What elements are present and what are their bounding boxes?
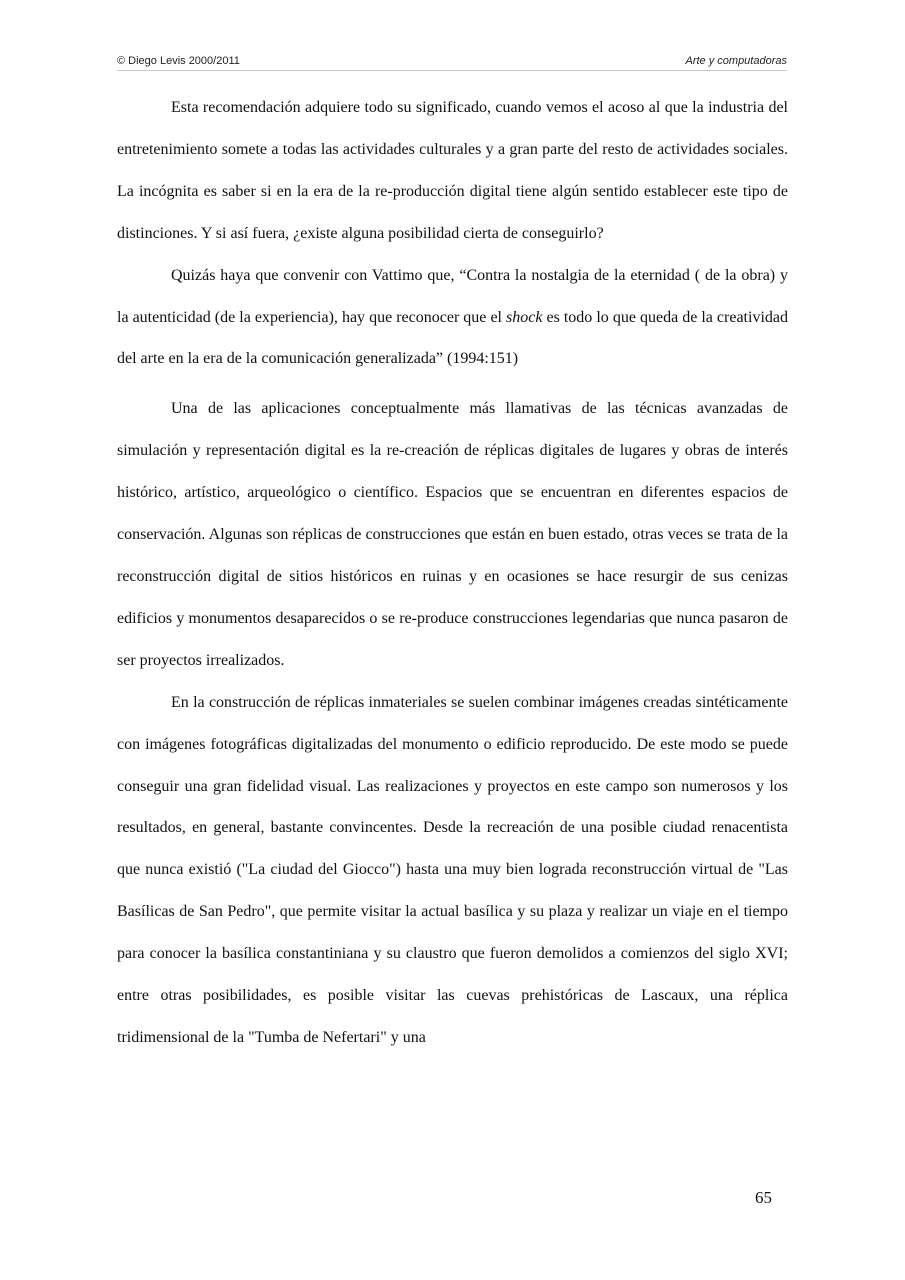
header-copyright: © Diego Levis 2000/2011 bbox=[117, 55, 240, 67]
paragraph-vattimo-quote bbox=[117, 255, 788, 381]
paragraph-vattimo-shock-word: shock bbox=[506, 308, 543, 326]
page-number: 65 bbox=[755, 1188, 772, 1207]
body-text bbox=[117, 87, 788, 1059]
paragraph-recomendacion: Esta recomendación adquiere todo su significado, cuando vemos el acoso al que la industria del entretenimiento somete a todas las actividades culturales y a gran parte del resto de actividades sociales. La incógnita es saber si en la era de la re-producción digital tiene algún sentido establecer este tipo de distinciones. Y si así fuera, ¿existe alguna posibilidad cierta de conseguirlo? bbox=[117, 99, 788, 242]
paragraph-vattimo-text-end: es todo lo que queda de la creatividad del arte en la era de la comunicación generalizada” (1994:151) bbox=[117, 308, 788, 368]
paragraph-replicas-inmateriales: En la construcción de réplicas inmateriales se suelen combinar imágenes creadas sintéticamente con imágenes fotográficas digitalizadas del monumento o edificio reproducido. De este modo se puede conseguir una gran fidelidad visual. Las realizaciones y proyectos en este campo son numerosos y los resultados, en general, bastante convincentes. Desde la recreación de una posible ciudad renacentista que nunca existió ("La ciudad del Giocco") hasta una muy bien lograda reconstrucción virtual de "Las Basílicas de San Pedro", que permite visitar la actual basílica y su plaza y realizar un viaje en el tiempo para conocer la basílica constantiniana y su claustro que fueron demolidos a comienzos del siglo XVI; entre otras posibilidades, es posible visitar las cuevas prehistóricas de Lascaux, una réplica tridimensional de la "Tumba de Nefertari" y una bbox=[117, 693, 788, 1046]
paragraph-vattimo-text-start: Quizás haya que convenir con Vattimo que, “Contra la nostalgia de la eternidad ( de la obra) y la autenticidad (de la experiencia), hay que reconocer que el bbox=[117, 266, 788, 326]
paragraph-replicas-digitales: Una de las aplicaciones conceptualmente más llamativas de las técnicas avanzadas de simulación y representación digital es la re-creación de réplicas digitales de lugares y obras de interés histórico, artístico, arqueológico o científico. Espacios que se encuentran en diferentes espacios de conservación. Algunas son réplicas de construcciones que están en buen estado, otras veces se trata de la reconstrucción digital de sitios históricos en ruinas y en ocasiones se hace resurgir de sus cenizas edificios y monumentos desaparecidos o se re-produce construcciones legendarias que nunca pasaron de ser proyectos irrealizados. bbox=[117, 400, 788, 669]
page-header bbox=[117, 54, 787, 71]
header-book-title: Arte y computadoras bbox=[685, 55, 787, 67]
